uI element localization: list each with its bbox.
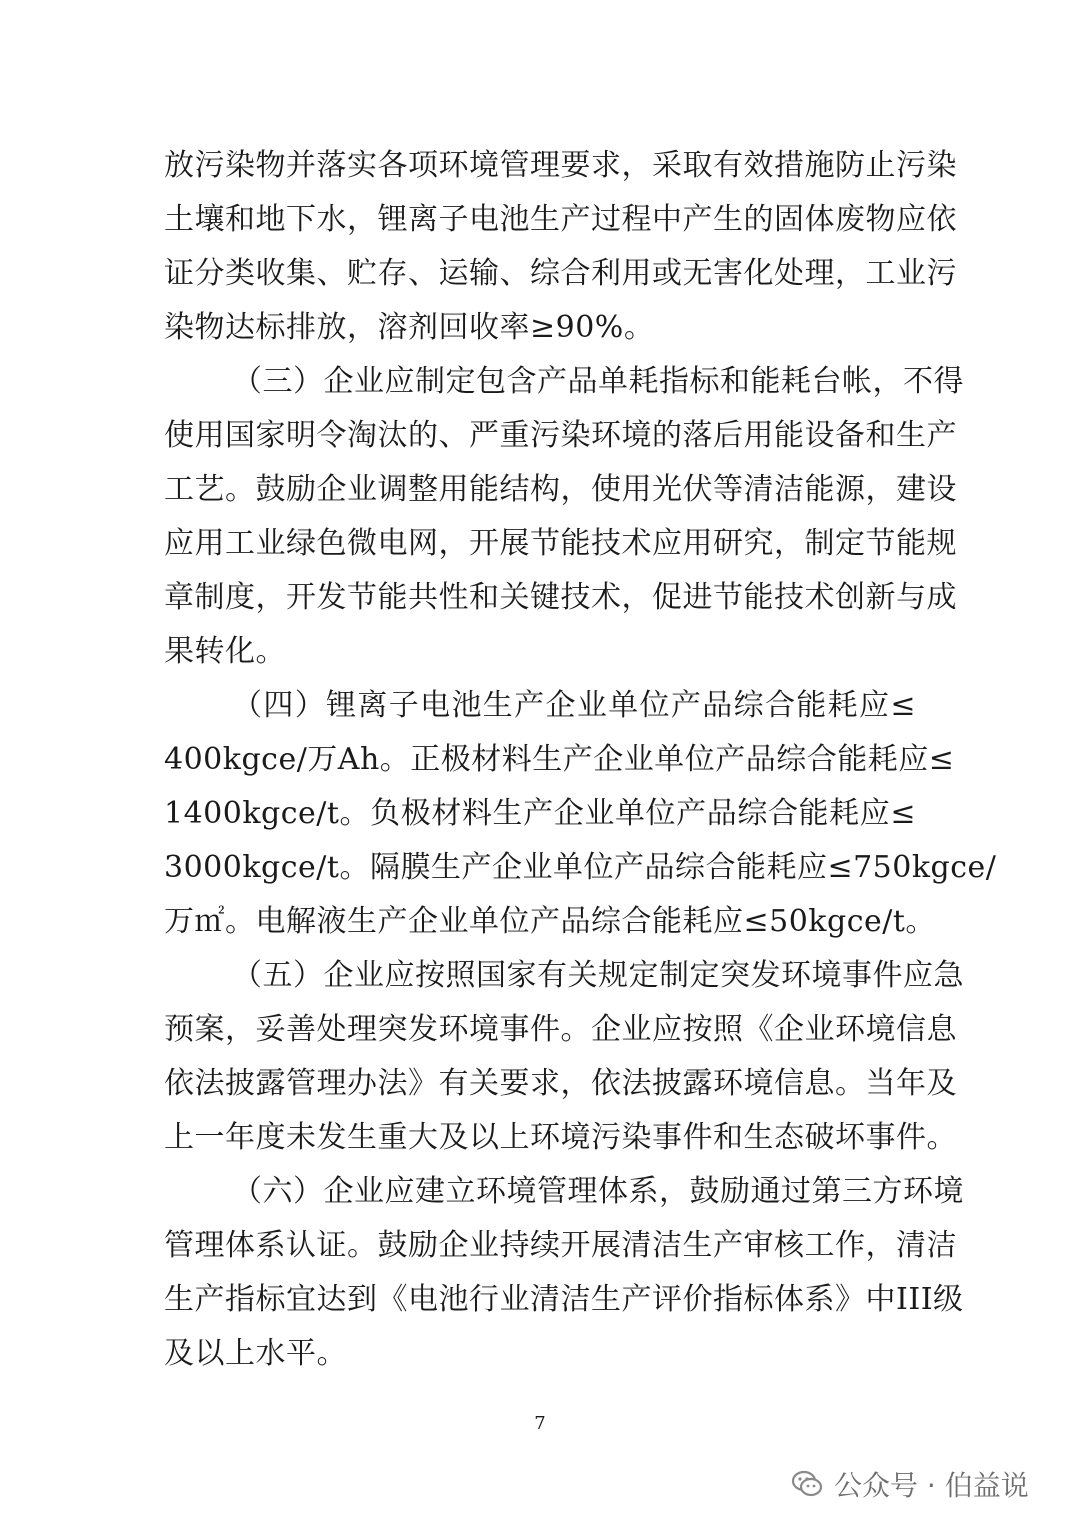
paragraph-line: 生产指标宜达到《电池行业清洁生产评价指标体系》中III级 [164,1282,964,1317]
paragraph-line: 染物达标排放，溶剂回收率≥90%。 [164,310,655,345]
paragraph-line: 上一年度未发生重大及以上环境污染事件和生态破坏事件。 [164,1120,957,1155]
paragraph-line: 及以上水平。 [164,1336,347,1371]
paragraph-line: 放污染物并落实各项环境管理要求，采取有效措施防止污染 [164,148,957,183]
paragraph-line: 应用工业绿色微电网，开展节能技术应用研究，制定节能规 [164,526,957,561]
wechat-icon [790,1467,824,1501]
watermark [790,1462,1029,1506]
paragraph-line: （四）锂离子电池生产企业单位产品综合能耗应≤ [232,688,916,723]
paragraph-line: 工艺。鼓励企业调整用能结构，使用光伏等清洁能源，建设 [164,472,957,507]
watermark-text: 公众号 · 伯益说 [834,1469,1029,1502]
paragraph-line: 章制度，开发节能共性和关键技术，促进节能技术创新与成 [164,580,957,615]
paragraph-line: 400kgce/万Ah。正极材料生产企业单位产品综合能耗应≤ [164,742,955,777]
paragraph-line: 依法披露管理办法》有关要求，依法披露环境信息。当年及 [164,1066,957,1101]
paragraph-line: （六）企业应建立环境管理体系，鼓励通过第三方环境 [232,1174,964,1209]
paragraph-line: 果转化。 [164,634,286,669]
paragraph-line: 管理体系认证。鼓励企业持续开展清洁生产审核工作，清洁 [164,1228,957,1263]
page-number: 7 [534,1413,546,1434]
paragraph-line: 1400kgce/t。负极材料生产企业单位产品综合能耗应≤ [164,796,916,831]
paragraph-line: 土壤和地下水，锂离子电池生产过程中产生的固体废物应依 [164,202,957,237]
paragraph-line: （五）企业应按照国家有关规定制定突发环境事件应急 [232,958,964,993]
paragraph-line: 3000kgce/t。隔膜生产企业单位产品综合能耗应≤750kgce/ [164,850,997,885]
paragraph-line: 使用国家明令淘汰的、严重污染环境的落后用能设备和生产 [164,418,957,453]
paragraph-line: 万㎡。电解液生产企业单位产品综合能耗应≤50kgce/t。 [164,904,936,939]
paragraph-line: 证分类收集、贮存、运输、综合利用或无害化处理，工业污 [164,256,957,291]
paragraph-line: 预案，妥善处理突发环境事件。企业应按照《企业环境信息 [164,1012,957,1047]
paragraph-line: （三）企业应制定包含产品单耗指标和能耗台帐，不得 [232,364,964,399]
